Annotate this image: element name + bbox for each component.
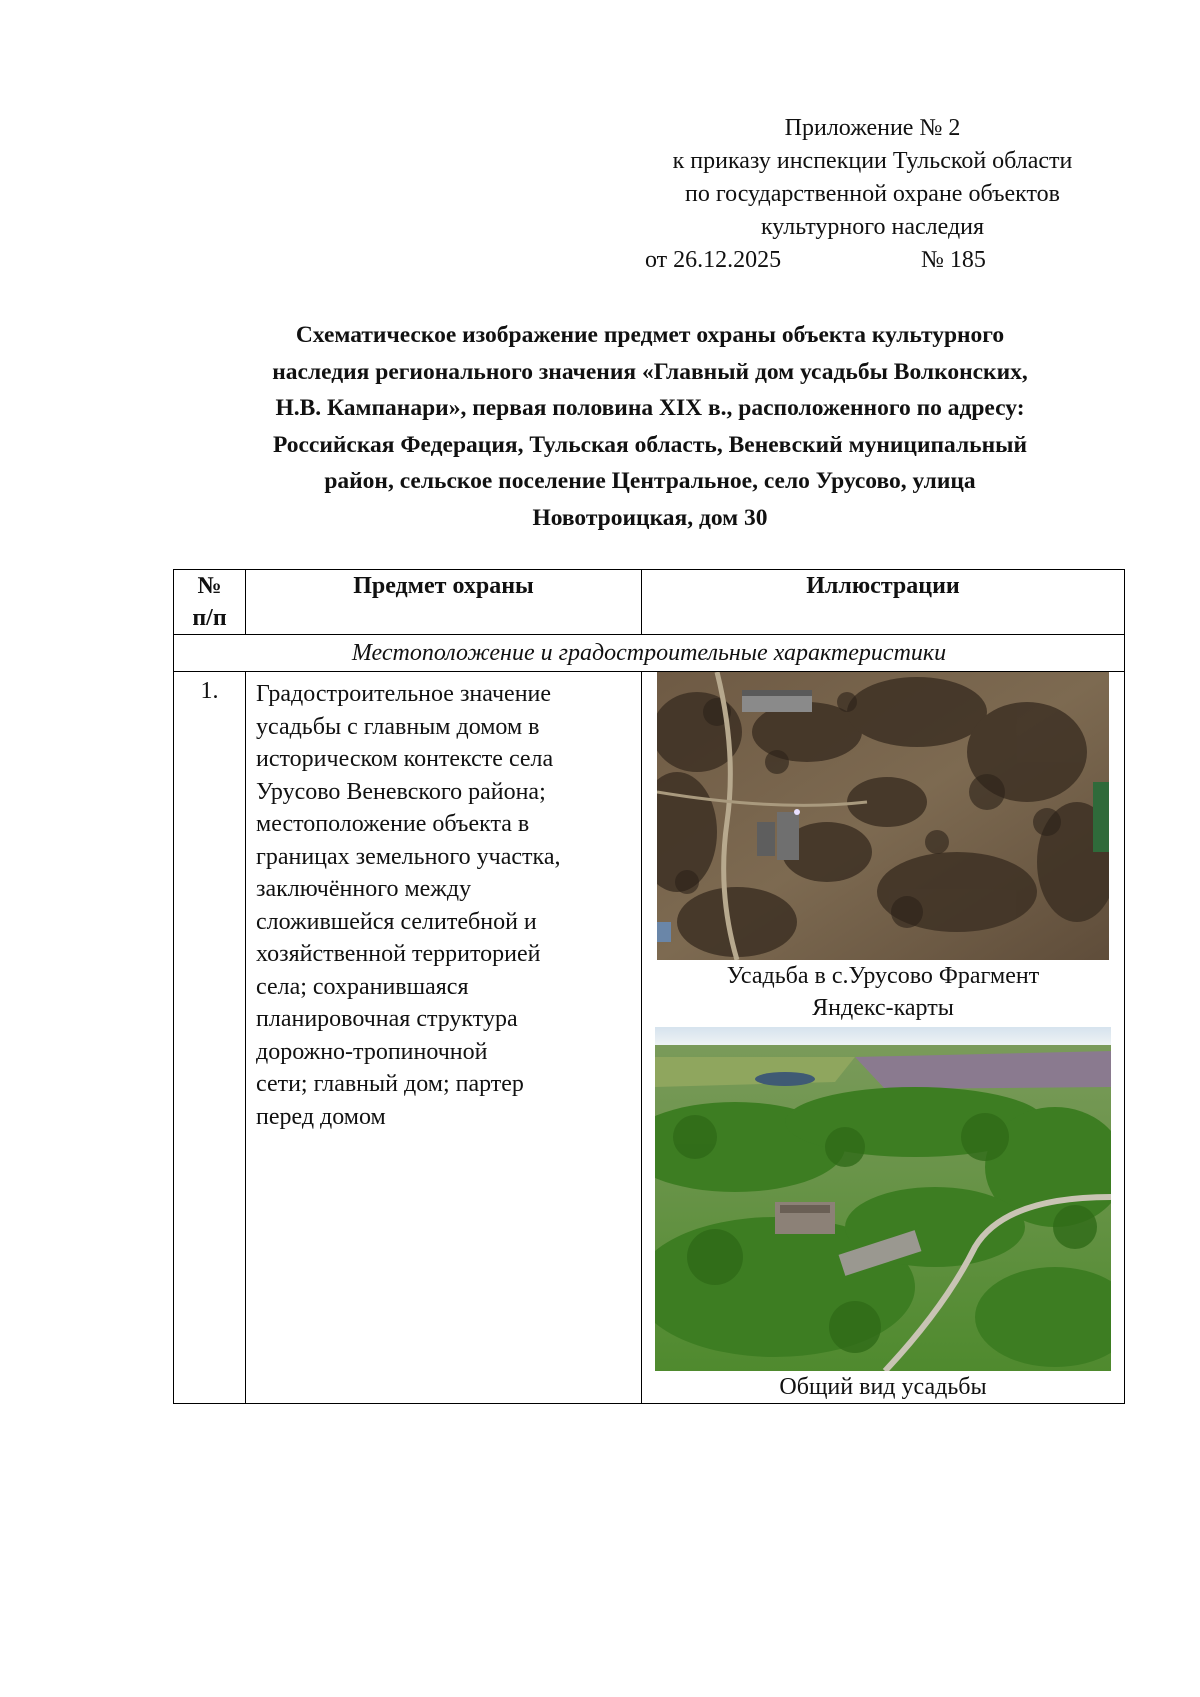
desc-line: историческом контексте села — [256, 746, 554, 772]
row-number: 1. — [174, 672, 246, 1404]
section-row — [174, 635, 1125, 672]
header-subject — [246, 570, 642, 635]
header-number — [174, 570, 246, 635]
header-illustrations — [642, 570, 1125, 635]
desc-line: границах земельного участка, — [256, 843, 561, 870]
appendix-heritage: культурного наследия — [760, 214, 985, 240]
map-caption-line2: Яндекс-карты — [812, 995, 954, 1021]
title-line: Схематическое изображение предмет охраны объекта культурного — [295, 322, 1005, 348]
title-line: район, сельское поселение Центральное, село Урусово, улица — [324, 468, 976, 494]
title-line: Российская Федерация, Тульская область, Веневский муниципальный — [272, 431, 1028, 458]
row-description — [246, 672, 642, 1404]
table-row — [174, 672, 1125, 1404]
appendix-block — [610, 112, 1135, 277]
desc-line: заключённого между — [256, 876, 472, 902]
aerial-caption: Общий вид усадьбы — [779, 1374, 987, 1400]
desc-line: села; сохранившаяся — [256, 973, 469, 1000]
desc-line: Градостроительное значение — [256, 681, 552, 707]
header-number-line1: № — [197, 573, 222, 599]
aerial-photo-image — [655, 1027, 1111, 1371]
order-date: от 26.12.2025 — [645, 247, 782, 273]
order-number: № 185 — [921, 247, 986, 273]
desc-line: сложившейся селитебной и — [256, 908, 537, 935]
header-number-line2: п/п — [192, 605, 227, 631]
desc-line: Урусово Веневского района; — [256, 778, 546, 805]
desc-line: перед домом — [256, 1103, 386, 1130]
satellite-map-image — [657, 672, 1109, 960]
title-line: Н.В. Кампанари», первая половина XIX в., расположенного по адресу: — [275, 395, 1025, 421]
desc-line: местоположение объекта в — [256, 811, 530, 837]
protection-table — [173, 569, 1125, 1404]
desc-line: сети; главный дом; партер — [256, 1071, 524, 1097]
title-line: Новотроицкая, дом 30 — [532, 504, 768, 531]
desc-line: планировочная структура — [256, 1006, 518, 1032]
section-heading: Местоположение и градостроительные характеристики — [174, 635, 1125, 672]
order-line — [610, 244, 1135, 277]
desc-line: дорожно-тропиночной — [256, 1038, 488, 1065]
appendix-authority: по государственной охране объектов — [685, 181, 1060, 207]
header-subject-label: Предмет охраны — [353, 573, 534, 599]
map-caption-line1: Усадьба в с.Урусово Фрагмент — [726, 963, 1040, 989]
table-header-row — [174, 570, 1125, 635]
document-title — [170, 317, 1130, 536]
header-illustrations-label: Иллюстрации — [806, 573, 960, 599]
title-line: наследия регионального значения «Главный дом усадьбы Волконских, — [272, 358, 1028, 385]
row-illustrations — [642, 672, 1125, 1404]
desc-line: усадьбы с главным домом в — [256, 713, 540, 740]
desc-line: хозяйственной территорией — [256, 941, 541, 967]
appendix-order-ref: к приказу инспекции Тульской области — [672, 148, 1073, 174]
appendix-title: Приложение № 2 — [784, 115, 961, 141]
